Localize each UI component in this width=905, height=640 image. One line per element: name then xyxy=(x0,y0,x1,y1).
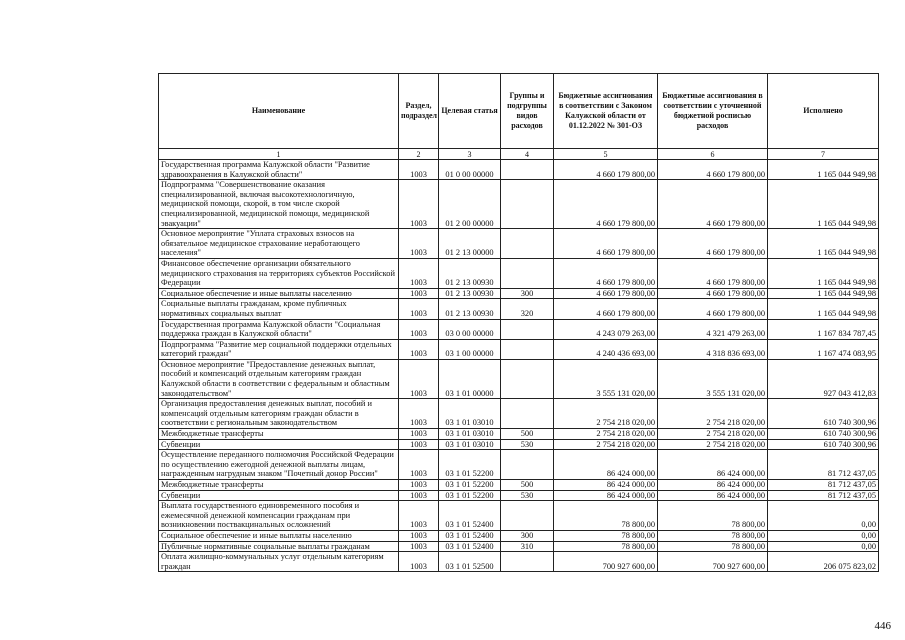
row-section: 1003 xyxy=(399,399,439,429)
row-refined-amount: 700 927 600,00 xyxy=(658,552,768,572)
row-section: 1003 xyxy=(399,429,439,440)
row-section: 1003 xyxy=(399,258,439,288)
row-group xyxy=(501,160,554,180)
row-article: 03 1 01 52200 xyxy=(439,480,501,491)
row-section: 1003 xyxy=(399,530,439,541)
table-row xyxy=(159,552,879,572)
row-refined-amount: 2 754 218 020,00 xyxy=(658,439,768,450)
row-name: Публичные нормативные социальные выплаты гражданам xyxy=(159,541,399,552)
row-refined-amount: 4 321 479 263,00 xyxy=(658,319,768,339)
row-group xyxy=(501,258,554,288)
row-article: 01 2 13 00930 xyxy=(439,288,501,299)
row-section: 1003 xyxy=(399,552,439,572)
header-refined: Бюджетные ассигнования в соответствии с уточненной бюджетной росписью расходов xyxy=(658,74,768,149)
row-refined-amount: 2 754 218 020,00 xyxy=(658,399,768,429)
row-name: Субвенции xyxy=(159,490,399,501)
row-article: 01 2 13 00930 xyxy=(439,299,501,319)
row-group xyxy=(501,229,554,259)
row-refined-amount: 4 660 179 800,00 xyxy=(658,299,768,319)
header-section: Раздел, подраздел xyxy=(399,74,439,149)
row-section: 1003 xyxy=(399,319,439,339)
row-refined-amount: 86 424 000,00 xyxy=(658,480,768,491)
table-row xyxy=(159,258,879,288)
row-name: Субвенции xyxy=(159,439,399,450)
row-executed-amount: 0,00 xyxy=(768,530,879,541)
row-refined-amount: 4 660 179 800,00 xyxy=(658,229,768,259)
row-executed-amount: 1 165 044 949,98 xyxy=(768,160,879,180)
table-body xyxy=(159,160,879,572)
table-row xyxy=(159,530,879,541)
row-name: Социальные выплаты гражданам, кроме публичных нормативных социальных выплат xyxy=(159,299,399,319)
row-law-amount: 86 424 000,00 xyxy=(554,490,658,501)
row-name: Государственная программа Калужской области "Социальная поддержка граждан в Калужской области" xyxy=(159,319,399,339)
row-executed-amount: 0,00 xyxy=(768,541,879,552)
row-article: 03 0 00 00000 xyxy=(439,319,501,339)
row-law-amount: 2 754 218 020,00 xyxy=(554,429,658,440)
row-law-amount: 4 240 436 693,00 xyxy=(554,339,658,359)
row-section: 1003 xyxy=(399,439,439,450)
column-number-row xyxy=(159,149,879,160)
header-executed: Исполнено xyxy=(768,74,879,149)
row-law-amount: 4 660 179 800,00 xyxy=(554,288,658,299)
row-name: Подпрограмма "Совершенствование оказания специализированной, включая высокотехнологичную, медицинской помощи, скорой, в том числе скорой специализированной, медицинской помощи, медицинской эвакуации" xyxy=(159,180,399,229)
row-article: 01 2 13 00000 xyxy=(439,229,501,259)
row-article: 03 1 01 03010 xyxy=(439,429,501,440)
table-row xyxy=(159,160,879,180)
table-row xyxy=(159,399,879,429)
row-refined-amount: 4 660 179 800,00 xyxy=(658,180,768,229)
row-name: Осуществление переданного полномочия Российской Федерации по осуществлению ежегодной денежной выплаты лицам, награжденным нагрудным знаком "Почетный донор России" xyxy=(159,450,399,480)
row-group xyxy=(501,180,554,229)
header-article: Целевая статья xyxy=(439,74,501,149)
column-number: 2 xyxy=(399,149,439,160)
row-section: 1003 xyxy=(399,229,439,259)
row-refined-amount: 78 800,00 xyxy=(658,541,768,552)
row-article: 03 1 01 52200 xyxy=(439,450,501,480)
row-law-amount: 3 555 131 020,00 xyxy=(554,359,658,398)
row-law-amount: 4 660 179 800,00 xyxy=(554,258,658,288)
row-section: 1003 xyxy=(399,501,439,531)
row-article: 03 1 01 00000 xyxy=(439,359,501,398)
row-law-amount: 78 800,00 xyxy=(554,541,658,552)
row-name: Подпрограмма "Развитие мер социальной поддержки отдельных категорий граждан" xyxy=(159,339,399,359)
row-article: 03 1 01 52400 xyxy=(439,501,501,531)
row-law-amount: 700 927 600,00 xyxy=(554,552,658,572)
row-executed-amount: 1 167 474 083,95 xyxy=(768,339,879,359)
row-executed-amount: 1 167 834 787,45 xyxy=(768,319,879,339)
column-number: 5 xyxy=(554,149,658,160)
row-executed-amount: 927 043 412,83 xyxy=(768,359,879,398)
row-group: 300 xyxy=(501,288,554,299)
row-refined-amount: 4 660 179 800,00 xyxy=(658,160,768,180)
row-name: Финансовое обеспечение организации обязательного медицинского страхования на территориях субъектов Российской Федерации xyxy=(159,258,399,288)
row-group xyxy=(501,399,554,429)
row-group xyxy=(501,552,554,572)
row-group: 530 xyxy=(501,439,554,450)
row-article: 03 1 01 52400 xyxy=(439,541,501,552)
row-executed-amount: 1 165 044 949,98 xyxy=(768,258,879,288)
row-refined-amount: 78 800,00 xyxy=(658,501,768,531)
table-row xyxy=(159,429,879,440)
row-executed-amount: 1 165 044 949,98 xyxy=(768,229,879,259)
column-number: 6 xyxy=(658,149,768,160)
row-law-amount: 2 754 218 020,00 xyxy=(554,399,658,429)
table-row xyxy=(159,319,879,339)
row-name: Оплата жилищно-коммунальных услуг отдельным категориям граждан xyxy=(159,552,399,572)
row-law-amount: 2 754 218 020,00 xyxy=(554,439,658,450)
header-groups: Группы и подгруппы видов расходов xyxy=(501,74,554,149)
row-group xyxy=(501,450,554,480)
row-refined-amount: 4 660 179 800,00 xyxy=(658,288,768,299)
row-law-amount: 86 424 000,00 xyxy=(554,480,658,491)
row-executed-amount: 81 712 437,05 xyxy=(768,480,879,491)
row-law-amount: 78 800,00 xyxy=(554,530,658,541)
row-section: 1003 xyxy=(399,160,439,180)
row-name: Основное мероприятие "Уплата страховых взносов на обязательное медицинское страхование неработающего населения" xyxy=(159,229,399,259)
row-law-amount: 78 800,00 xyxy=(554,501,658,531)
row-name: Межбюджетные трансферты xyxy=(159,480,399,491)
row-section: 1003 xyxy=(399,450,439,480)
row-executed-amount: 610 740 300,96 xyxy=(768,429,879,440)
row-section: 1003 xyxy=(399,359,439,398)
row-section: 1003 xyxy=(399,288,439,299)
table-row xyxy=(159,439,879,450)
row-name: Государственная программа Калужской области "Развитие здравоохранения в Калужской области" xyxy=(159,160,399,180)
row-name: Социальное обеспечение и иные выплаты населению xyxy=(159,530,399,541)
table-row xyxy=(159,288,879,299)
row-executed-amount: 0,00 xyxy=(768,501,879,531)
row-group: 310 xyxy=(501,541,554,552)
row-name: Социальное обеспечение и иные выплаты населению xyxy=(159,288,399,299)
row-article: 01 0 00 00000 xyxy=(439,160,501,180)
row-refined-amount: 4 318 836 693,00 xyxy=(658,339,768,359)
column-number: 4 xyxy=(501,149,554,160)
row-executed-amount: 206 075 823,02 xyxy=(768,552,879,572)
row-article: 03 1 01 52400 xyxy=(439,530,501,541)
row-law-amount: 86 424 000,00 xyxy=(554,450,658,480)
table-row xyxy=(159,480,879,491)
row-refined-amount: 86 424 000,00 xyxy=(658,490,768,501)
row-group: 320 xyxy=(501,299,554,319)
row-section: 1003 xyxy=(399,541,439,552)
row-group xyxy=(501,339,554,359)
row-group: 500 xyxy=(501,480,554,491)
row-article: 01 2 13 00930 xyxy=(439,258,501,288)
row-executed-amount: 610 740 300,96 xyxy=(768,439,879,450)
row-law-amount: 4 660 179 800,00 xyxy=(554,160,658,180)
table-row xyxy=(159,490,879,501)
row-group xyxy=(501,319,554,339)
row-article: 03 1 01 52500 xyxy=(439,552,501,572)
row-article: 03 1 01 03010 xyxy=(439,399,501,429)
row-executed-amount: 1 165 044 949,98 xyxy=(768,180,879,229)
row-article: 01 2 00 00000 xyxy=(439,180,501,229)
table-row xyxy=(159,180,879,229)
row-name: Организация предоставления денежных выплат, пособий и компенсаций отдельным категориям граждан области в соответствии с региональным законодательством xyxy=(159,399,399,429)
header-name: Наименование xyxy=(159,74,399,149)
table-row xyxy=(159,359,879,398)
header-law: Бюджетные ассигнования в соответствии с Законом Калужской области от 01.12.2022 № 301-ОЗ xyxy=(554,74,658,149)
table-header xyxy=(159,74,879,160)
column-number: 3 xyxy=(439,149,501,160)
table-row xyxy=(159,299,879,319)
budget-table xyxy=(158,73,879,572)
row-section: 1003 xyxy=(399,180,439,229)
row-name: Основное мероприятие "Предоставление денежных выплат, пособий и компенсаций отдельным категориям граждан Калужской области в соответствии с федеральным и областным законодательством" xyxy=(159,359,399,398)
row-name: Межбюджетные трансферты xyxy=(159,429,399,440)
table-row xyxy=(159,339,879,359)
row-group xyxy=(501,359,554,398)
row-executed-amount: 1 165 044 949,98 xyxy=(768,299,879,319)
row-executed-amount: 610 740 300,96 xyxy=(768,399,879,429)
row-refined-amount: 3 555 131 020,00 xyxy=(658,359,768,398)
row-group: 530 xyxy=(501,490,554,501)
row-executed-amount: 81 712 437,05 xyxy=(768,490,879,501)
table-row xyxy=(159,229,879,259)
row-refined-amount: 78 800,00 xyxy=(658,530,768,541)
table-row xyxy=(159,541,879,552)
row-law-amount: 4 660 179 800,00 xyxy=(554,229,658,259)
table-row xyxy=(159,501,879,531)
row-article: 03 1 01 03010 xyxy=(439,439,501,450)
row-refined-amount: 4 660 179 800,00 xyxy=(658,258,768,288)
row-executed-amount: 81 712 437,05 xyxy=(768,450,879,480)
row-group xyxy=(501,501,554,531)
row-article: 03 1 00 00000 xyxy=(439,339,501,359)
row-refined-amount: 86 424 000,00 xyxy=(658,450,768,480)
row-law-amount: 4 243 079 263,00 xyxy=(554,319,658,339)
column-number: 7 xyxy=(768,149,879,160)
row-article: 03 1 01 52200 xyxy=(439,490,501,501)
row-section: 1003 xyxy=(399,339,439,359)
row-group: 500 xyxy=(501,429,554,440)
row-refined-amount: 2 754 218 020,00 xyxy=(658,429,768,440)
column-number: 1 xyxy=(159,149,399,160)
row-executed-amount: 1 165 044 949,98 xyxy=(768,288,879,299)
row-group: 300 xyxy=(501,530,554,541)
row-section: 1003 xyxy=(399,299,439,319)
table-row xyxy=(159,450,879,480)
row-name: Выплата государственного единовременного пособия и ежемесячной денежной компенсации гражданам при возникновении поствакцинальных осложнений xyxy=(159,501,399,531)
row-law-amount: 4 660 179 800,00 xyxy=(554,180,658,229)
row-law-amount: 4 660 179 800,00 xyxy=(554,299,658,319)
page-number: 446 xyxy=(874,620,891,632)
row-section: 1003 xyxy=(399,480,439,491)
row-section: 1003 xyxy=(399,490,439,501)
